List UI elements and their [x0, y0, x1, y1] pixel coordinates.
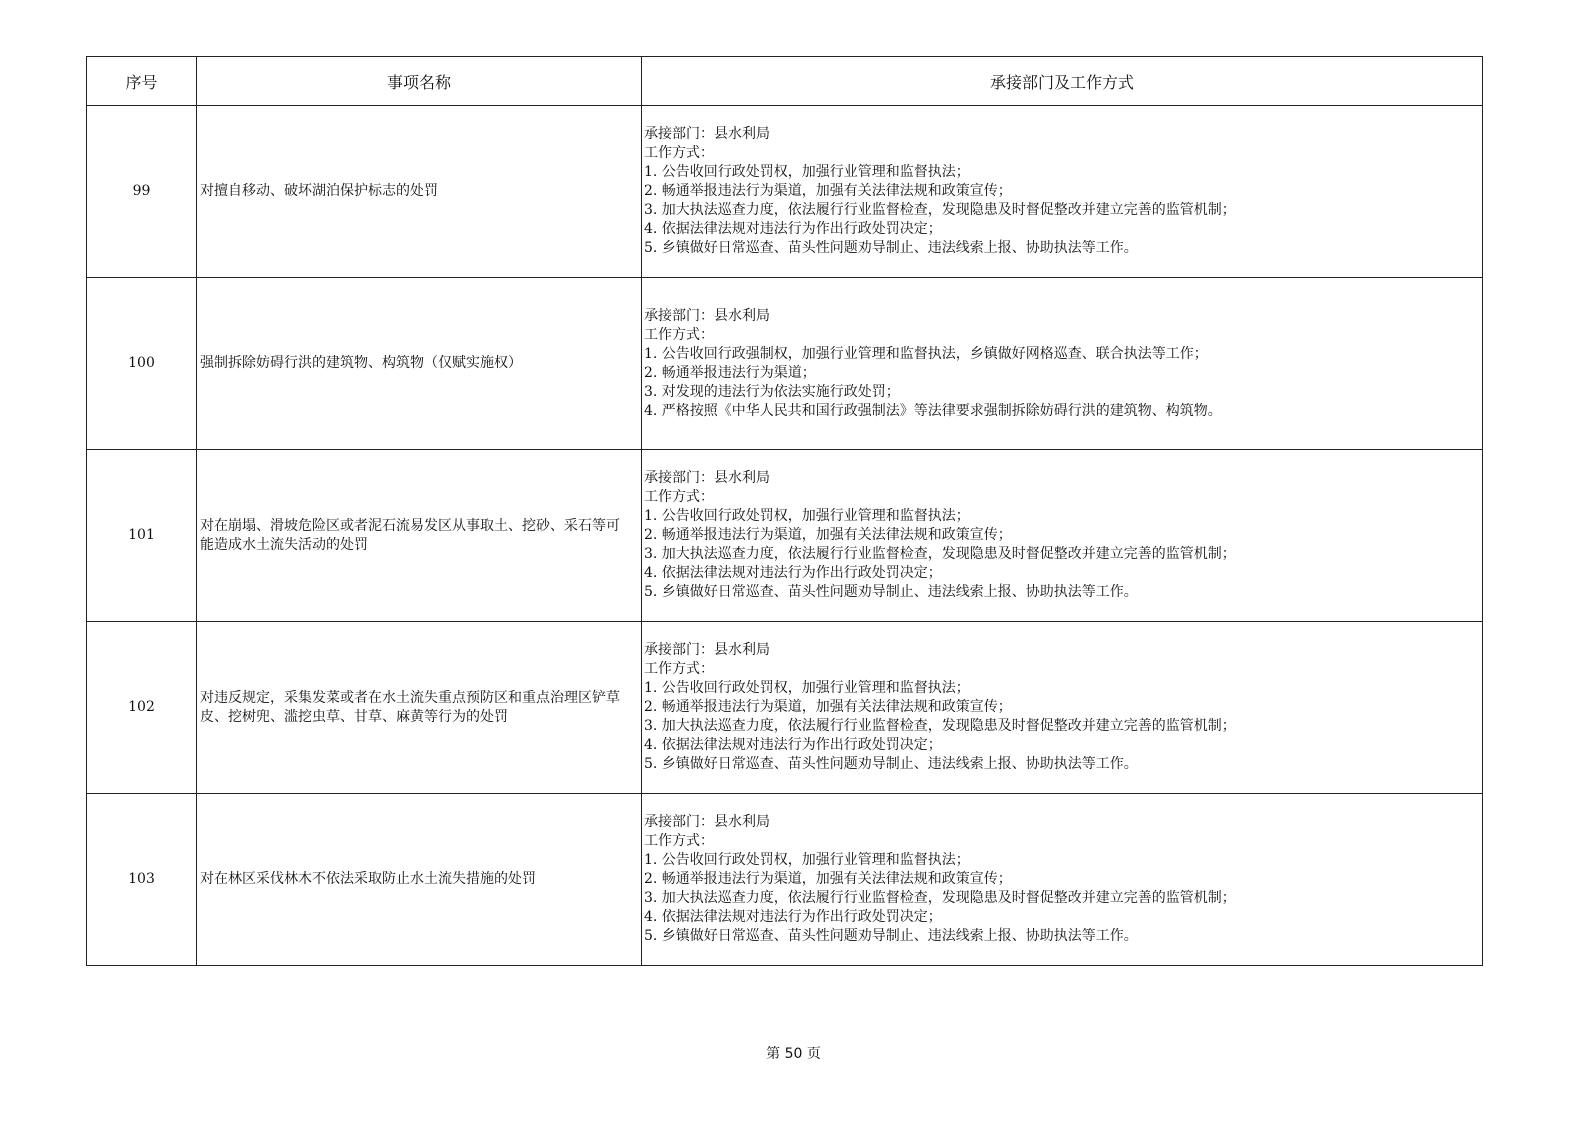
dept-line: 2. 畅通举报违法行为渠道，加强有关法律法规和政策宣传；: [644, 183, 1012, 199]
dept-line: 2. 畅通举报违法行为渠道，加强有关法律法规和政策宣传；: [644, 699, 1012, 715]
row-number: 102: [87, 622, 197, 794]
dept-method: [642, 106, 1483, 278]
row-number: 100: [87, 278, 197, 450]
table-row: [87, 450, 1483, 622]
dept-line: 4. 依据法律法规对违法行为作出行政处罚决定；: [644, 909, 942, 925]
dept-line: 工作方式：: [644, 145, 714, 161]
table-row: [87, 278, 1483, 450]
dept-line: 承接部门：县水利局: [644, 642, 770, 658]
dept-line: 5. 乡镇做好日常巡查、苗头性问题劝导制止、违法线索上报、协助执法等工作。: [644, 584, 1138, 600]
dept-line: 5. 乡镇做好日常巡查、苗头性问题劝导制止、违法线索上报、协助执法等工作。: [644, 756, 1138, 772]
dept-line: 3. 加大执法巡查力度，依法履行行业监督检查，发现隐患及时督促整改并建立完善的监管机制；: [644, 546, 1236, 562]
item-name: 对擅自移动、破坏湖泊保护标志的处罚: [197, 106, 642, 278]
dept-line: 工作方式：: [644, 661, 714, 677]
dept-line: 1. 公告收回行政处罚权，加强行业管理和监督执法；: [644, 852, 970, 868]
dept-line: 3. 加大执法巡查力度，依法履行行业监督检查，发现隐患及时督促整改并建立完善的监管机制；: [644, 718, 1236, 734]
dept-method: [642, 450, 1483, 622]
item-name: 对在崩塌、滑坡危险区或者泥石流易发区从事取土、挖砂、采石等可能造成水土流失活动的处罚: [197, 450, 642, 622]
row-number: 99: [87, 106, 197, 278]
page-number: 第 50 页: [766, 1046, 821, 1062]
dept-method: [642, 622, 1483, 794]
header-item-name: 事项名称: [197, 57, 642, 106]
item-name: 强制拆除妨碍行洪的建筑物、构筑物（仅赋实施权）: [197, 278, 642, 450]
dept-line: 3. 加大执法巡查力度，依法履行行业监督检查，发现隐患及时督促整改并建立完善的监管机制；: [644, 202, 1236, 218]
table-header-row: [87, 57, 1483, 106]
dept-line: 承接部门：县水利局: [644, 126, 770, 142]
dept-line: 5. 乡镇做好日常巡查、苗头性问题劝导制止、违法线索上报、协助执法等工作。: [644, 240, 1138, 256]
item-name: 对违反规定，采集发菜或者在水土流失重点预防区和重点治理区铲草皮、挖树兜、滥挖虫草、甘草、麻黄等行为的处罚: [197, 622, 642, 794]
header-no: 序号: [87, 57, 197, 106]
dept-line: 2. 畅通举报违法行为渠道，加强有关法律法规和政策宣传；: [644, 527, 1012, 543]
dept-line: 工作方式：: [644, 833, 714, 849]
dept-line: 1. 公告收回行政处罚权，加强行业管理和监督执法；: [644, 508, 970, 524]
dept-line: 2. 畅通举报违法行为渠道，加强有关法律法规和政策宣传；: [644, 871, 1012, 887]
dept-line: 4. 依据法律法规对违法行为作出行政处罚决定；: [644, 221, 942, 237]
dept-line: 工作方式：: [644, 489, 714, 505]
items-table: [86, 56, 1483, 966]
item-name: 对在林区采伐林木不依法采取防止水土流失措施的处罚: [197, 794, 642, 966]
dept-line: 4. 依据法律法规对违法行为作出行政处罚决定；: [644, 565, 942, 581]
dept-line: 承接部门：县水利局: [644, 307, 770, 324]
row-number: 103: [87, 794, 197, 966]
header-dept-method: 承接部门及工作方式: [642, 57, 1483, 106]
dept-line: 3. 加大执法巡查力度，依法履行行业监督检查，发现隐患及时督促整改并建立完善的监管机制；: [644, 890, 1236, 906]
dept-line: 工作方式：: [644, 326, 714, 343]
dept-line: 3. 对发现的违法行为依法实施行政处罚；: [644, 383, 900, 400]
dept-line: 4. 依据法律法规对违法行为作出行政处罚决定；: [644, 737, 942, 753]
dept-line: 2. 畅通举报违法行为渠道；: [644, 364, 816, 381]
dept-line: 1. 公告收回行政处罚权，加强行业管理和监督执法；: [644, 680, 970, 696]
table-row: [87, 622, 1483, 794]
dept-line: 4. 严格按照《中华人民共和国行政强制法》等法律要求强制拆除妨碍行洪的建筑物、构筑物。: [644, 402, 1222, 419]
dept-method: [642, 278, 1483, 450]
dept-line: 承接部门：县水利局: [644, 470, 770, 486]
dept-method: [642, 794, 1483, 966]
dept-line: 1. 公告收回行政处罚权，加强行业管理和监督执法；: [644, 164, 970, 180]
table-row: [87, 794, 1483, 966]
table-row: [87, 106, 1483, 278]
dept-line: 承接部门：县水利局: [644, 814, 770, 830]
row-number: 101: [87, 450, 197, 622]
dept-line: 1. 公告收回行政强制权，加强行业管理和监督执法，乡镇做好网格巡查、联合执法等工作；: [644, 345, 1208, 362]
dept-line: 5. 乡镇做好日常巡查、苗头性问题劝导制止、违法线索上报、协助执法等工作。: [644, 928, 1138, 944]
